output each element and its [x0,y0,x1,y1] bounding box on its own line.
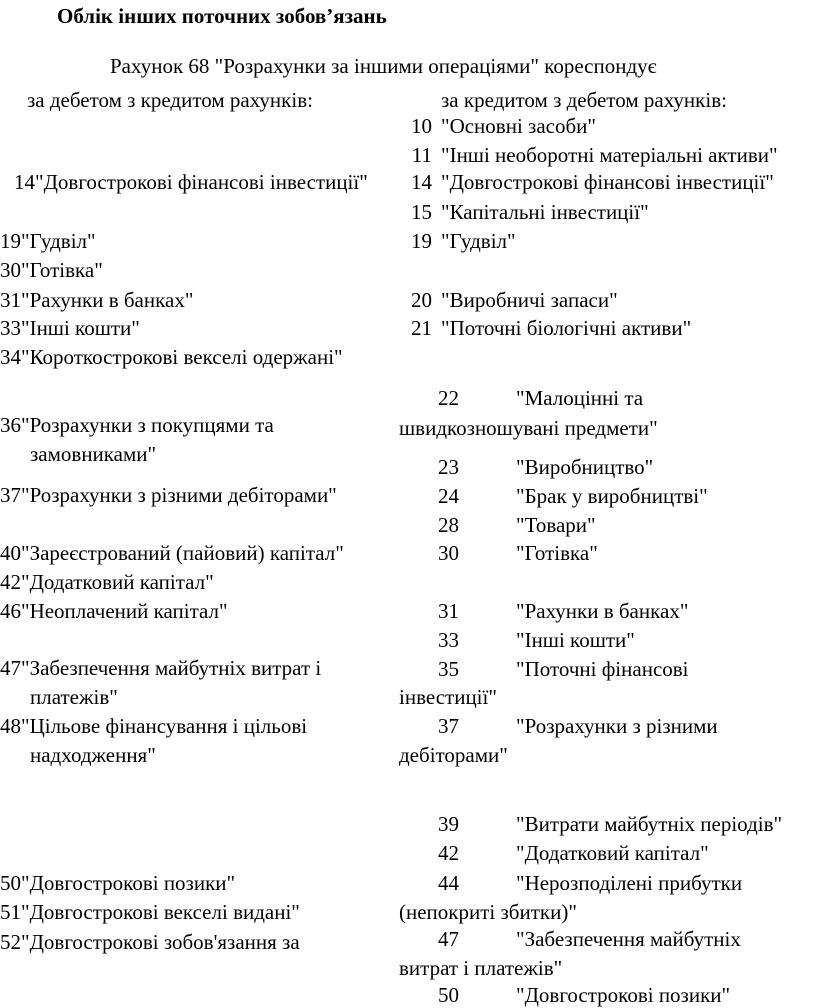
right-account-number: 31 [438,599,459,623]
right-account-name: "Поточні фінансові [516,657,689,681]
right-account-number: 20 [411,288,432,312]
right-account-number: 44 [438,871,459,895]
right-account-number: 50 [438,983,459,1007]
right-account-number: 14 [411,170,432,194]
left-account-item: 19"Гудвіл" [0,229,96,253]
left-account-item: 46"Неоплачений капітал" [0,599,228,623]
right-account-name: "Виробничі запаси" [441,288,618,312]
left-account-item: 40"Зареєстрований (пайовий) капітал" [0,541,344,565]
right-account-name: "Нерозподілені прибутки [516,871,743,895]
right-account-number: 33 [438,628,459,652]
intro-line: Рахунок 68 "Розрахунки за іншими операціями" кореспондує [110,54,657,78]
right-account-name: "Інші необоротні матеріальні активи" [441,143,778,167]
right-account-number: 24 [438,484,459,508]
right-account-number: 28 [438,513,459,537]
right-account-name: "Додатковий капітал" [516,841,709,865]
right-account-number: 35 [438,657,459,681]
left-account-item: 37"Розрахунки з різними дебіторами" [0,483,337,507]
right-account-name: "Забезпечення майбутніх [516,927,741,951]
left-account-item: 36"Розрахунки з покупцями та [0,413,274,437]
right-account-name-continuation: дебіторами" [399,743,508,767]
right-account-number: 47 [438,927,459,951]
right-account-number: 10 [411,114,432,138]
right-account-name: "Поточні біологічні активи" [441,316,692,340]
right-account-number: 23 [438,455,459,479]
left-account-item: 42"Додатковий капітал" [0,570,214,594]
left-account-item: 48"Цільове фінансування і цільові [0,714,308,738]
left-column-header: за дебетом з кредитом рахунків: [27,88,313,112]
right-account-number: 39 [438,812,459,836]
right-account-number: 22 [438,386,459,410]
left-account-item: 52"Довгострокові зобов'язання за [0,930,300,954]
right-account-name-continuation: витрат і платежів" [399,956,563,980]
right-account-name: "Виробництво" [516,455,654,479]
right-account-name: "Малоцінні та [516,386,644,410]
right-account-number: 42 [438,841,459,865]
right-account-name: "Капітальні інвестиції" [441,200,649,224]
left-account-item: 51"Довгострокові векселі видані" [0,900,300,924]
right-column-header: за кредитом з дебетом рахунків: [441,88,727,112]
right-account-number: 15 [411,200,432,224]
left-account-item: 14"Довгострокові фінансові інвестиції" [14,170,368,194]
right-account-number: 11 [411,143,432,167]
left-account-item: 47"Забезпечення майбутніх витрат і [0,656,322,680]
right-account-number: 19 [411,229,432,253]
right-account-name: "Рахунки в банках" [516,599,689,623]
left-account-item-continuation: платежів" [30,685,118,709]
right-account-number: 37 [438,714,459,738]
document-title: Облік інших поточних зобов’язань [57,4,387,28]
right-account-number: 30 [438,541,459,565]
right-account-name: "Брак у виробництві" [516,484,708,508]
right-account-name: "Довгострокові фінансові інвестиції" [441,170,774,194]
right-account-number: 21 [411,316,432,340]
right-account-name-continuation: швидкозношувані предмети" [399,416,658,440]
right-account-name-continuation: інвестиції" [399,685,497,709]
left-account-item: 30"Готівка" [0,258,103,282]
left-account-item-continuation: надходження" [30,743,156,767]
right-account-name: "Основні засоби" [441,114,596,138]
right-account-name: "Товари" [516,513,596,537]
left-account-item: 33"Інші кошти" [0,316,140,340]
left-account-item: 50"Довгострокові позики" [0,871,236,895]
right-account-name: "Гудвіл" [441,229,516,253]
left-account-item-continuation: замовниками" [30,442,157,466]
right-account-name: "Витрати майбутніх періодів" [516,812,783,836]
right-account-name-continuation: (непокриті збитки)" [399,900,577,924]
right-account-name: "Розрахунки з різними [516,714,718,738]
right-account-name: "Інші кошти" [516,628,635,652]
left-account-item: 34"Короткострокові векселі одержані" [0,345,343,369]
left-account-item: 31"Рахунки в банках" [0,288,194,312]
right-account-name: "Готівка" [516,541,598,565]
right-account-name: "Довгострокові позики" [516,983,731,1007]
